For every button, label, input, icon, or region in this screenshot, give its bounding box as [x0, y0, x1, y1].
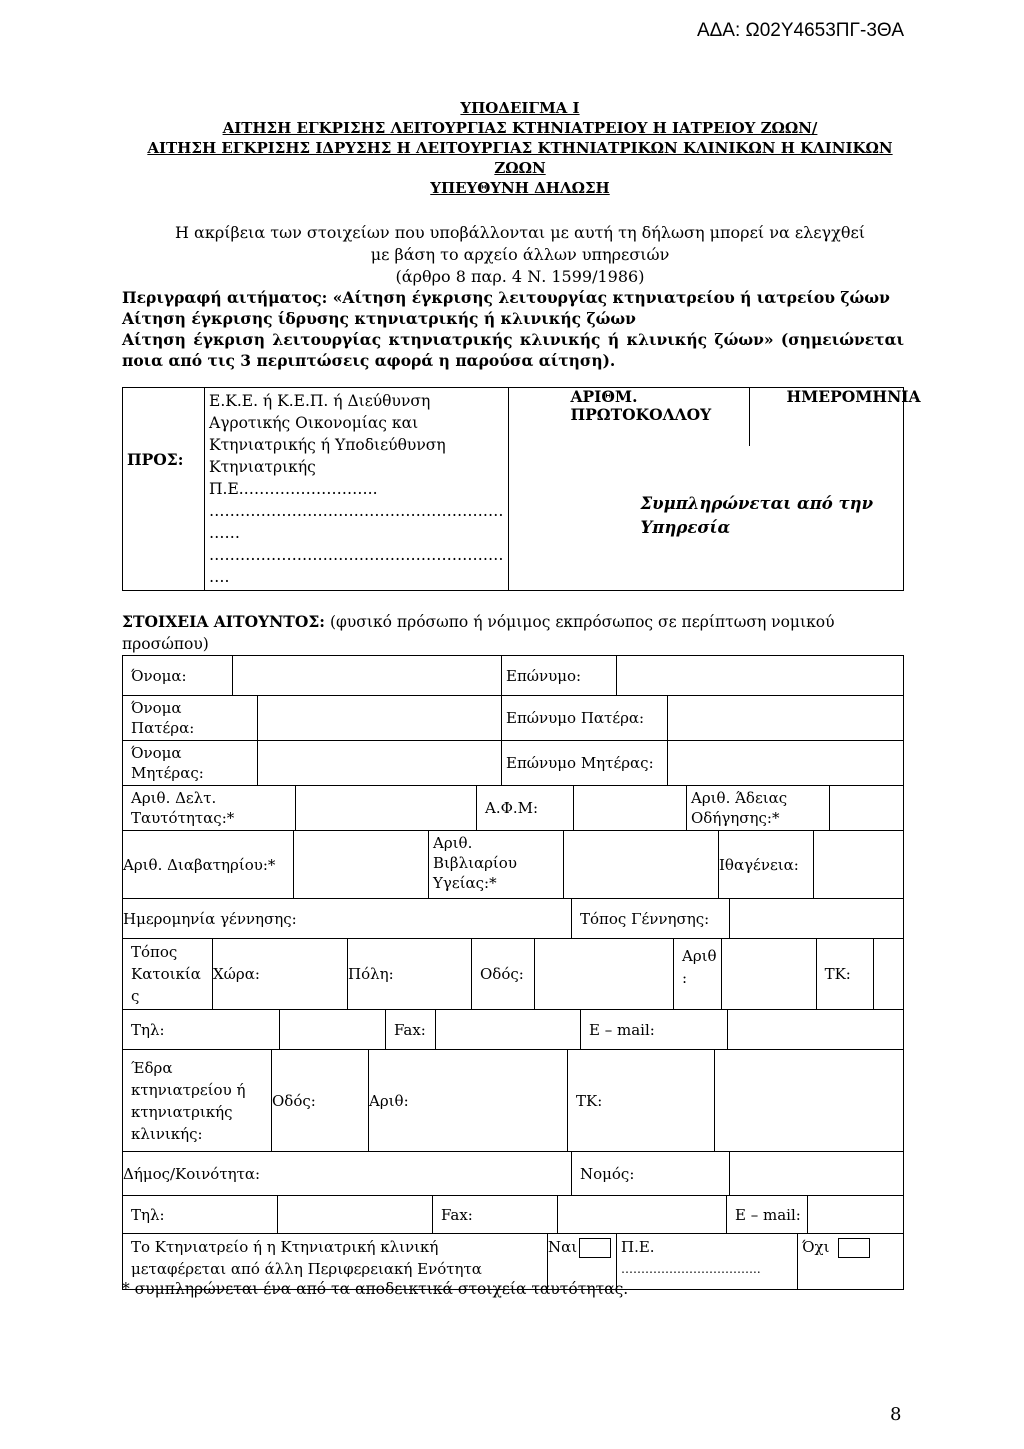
- tel-input[interactable]: [278, 1196, 433, 1234]
- form-row: [122, 1049, 904, 1152]
- prefecture-input[interactable]: [730, 1152, 904, 1196]
- fax-label: Fax:: [386, 1010, 436, 1050]
- title-line: ΥΠΟΔΕΙΓΜΑ Ι: [460, 99, 580, 117]
- country-field[interactable]: Χώρα:: [213, 939, 348, 1010]
- tel-label: Τηλ:: [123, 1196, 278, 1234]
- number-label: Αριθ :: [674, 939, 722, 1010]
- page-number: 8: [890, 1404, 902, 1425]
- title-line: ΑΙΤΗΣΗ ΕΓΚΡΙΣΗΣ ΛΕΙΤΟΥΡΓΙΑΣ ΚΤΗΝΙΑΤΡΕΙΟΥ Η ΙΑΤΡΕΙΟΥ ΖΩΩΝ/: [222, 119, 818, 137]
- title-line: ΑΙΤΗΣΗ ΕΓΚΡΙΣΗΣ ΙΔΡΥΣΗΣ Η ΛΕΙΤΟΥΡΓΙΑΣ ΚΤΗΝΙΑΤΡΙΚΩΝ ΚΛΙΝΙΚΩΝ Η ΚΛΙΝΙΚΩΝ: [147, 139, 893, 157]
- seat-street-field[interactable]: Οδός:: [272, 1050, 369, 1152]
- fax-input[interactable]: [558, 1196, 727, 1234]
- transfer-question: Το Κτηνιατρείο ή η Κτηνιατρική κλινική μεταφέρεται από άλλη Περιφερειακή Ενότητα: [123, 1234, 548, 1290]
- no-checkbox[interactable]: [838, 1238, 870, 1258]
- mother-name-input[interactable]: [258, 741, 502, 786]
- form-row: [122, 655, 904, 696]
- father-name-label: Όνομα Πατέρα:: [123, 696, 258, 741]
- mother-surname-input[interactable]: [668, 741, 904, 786]
- id-card-input[interactable]: [296, 786, 477, 831]
- email-label: Ε – mail:: [581, 1010, 728, 1050]
- seat-tk-label: ΤΚ:: [568, 1050, 715, 1152]
- number-input[interactable]: [721, 939, 816, 1010]
- form-row: [122, 740, 904, 786]
- father-surname-label: Επώνυμο Πατέρα:: [502, 696, 668, 741]
- clinic-seat-label: Έδρα κτηνιατρείου ή κτηνιατρικής κλινικής:: [123, 1050, 272, 1152]
- fax-input[interactable]: [436, 1010, 581, 1050]
- description-line: ποια από τις 3 περιπτώσεις αφορά η παρούσα αίτηση).: [122, 351, 616, 370]
- recipient-cell[interactable]: Ε.Κ.Ε. ή Κ.Ε.Π. ή Διεύθυνση Αγροτικής Οικονομίας και Κτηνιατρικής ή Υποδιεύθυνση Κτηνιατρικής Π.Ε.…………………….. ………………………………………………… …… ………………………………………………… ….: [205, 388, 509, 591]
- city-field[interactable]: Πόλη:: [348, 939, 472, 1010]
- intro-line: (άρθρο 8 παρ. 4 Ν. 1599/1986): [395, 267, 645, 286]
- afm-input[interactable]: [574, 786, 687, 831]
- street-input[interactable]: [535, 939, 674, 1010]
- office-note: Συμπληρώνεται από την Υπηρεσία: [640, 494, 874, 537]
- tk-input[interactable]: [873, 939, 903, 1010]
- applicant-heading: ΣΤΟΙΧΕΙΑ ΑΙΤΟΥΝΤΟΣ: (φυσικό πρόσωπο ή νόμιμος εκπρόσωπος σε περίπτωση νομικού προσώπου): [122, 612, 835, 653]
- fax-label: Fax:: [433, 1196, 558, 1234]
- prefecture-label: Νομός:: [572, 1152, 730, 1196]
- driving-license-label: Αριθ. Άδειας Οδήγησης:*: [687, 786, 830, 831]
- form-row: [122, 898, 904, 939]
- yes-option[interactable]: Ναι: [548, 1234, 617, 1290]
- title-line: ΥΠΕΥΘΥΝΗ ΔΗΛΩΣΗ: [430, 179, 610, 197]
- municipality-label: Δήμος/Κοινότητα:: [123, 1152, 572, 1196]
- first-name-label: Όνομα:: [123, 656, 233, 696]
- email-input[interactable]: [808, 1196, 904, 1234]
- last-name-input[interactable]: [617, 656, 904, 696]
- yes-checkbox[interactable]: [579, 1238, 611, 1258]
- health-book-label: Αριθ. Βιβλιαρίου Υγείας:*: [429, 831, 564, 899]
- passport-label: Αριθ. Διαβατηρίου:*: [123, 831, 294, 899]
- no-option[interactable]: Όχι: [798, 1234, 904, 1290]
- pros-label: ΠΡΟΣ:: [123, 388, 205, 591]
- tk-label: ΤΚ:: [816, 939, 873, 1010]
- intro-text: [120, 222, 920, 288]
- father-name-input[interactable]: [258, 696, 502, 741]
- footnote: * συμπληρώνεται ένα από τα αποδεικτικά στοιχεία ταυτότητας.: [122, 1280, 629, 1298]
- birth-date-label: Ημερομηνία γέννησης:: [123, 899, 572, 939]
- tel-label: Τηλ:: [123, 1010, 280, 1050]
- form-row: [122, 1151, 904, 1196]
- document-ada-code: ΑΔΑ: Ω02Υ4653ΠΓ-3ΘΑ: [696, 20, 904, 41]
- father-surname-input[interactable]: [668, 696, 904, 741]
- recipient-table: [122, 387, 921, 591]
- form-row: [122, 1195, 904, 1234]
- intro-line: με βάση το αρχείο άλλων υπηρεσιών: [370, 245, 670, 264]
- office-use-cell: [508, 387, 921, 591]
- birth-place-label: Τόπος Γέννησης:: [572, 899, 730, 939]
- id-card-label: Αριθ. Δελτ. Ταυτότητας:*: [123, 786, 296, 831]
- last-name-label: Επώνυμο:: [502, 656, 617, 696]
- driving-license-input[interactable]: [830, 786, 904, 831]
- applicant-form: [122, 655, 904, 1290]
- form-row: [122, 1009, 904, 1050]
- email-label: Ε – mail:: [727, 1196, 808, 1234]
- pe-field[interactable]: Π.Ε. ……………………………..: [617, 1234, 798, 1290]
- email-input[interactable]: [728, 1010, 904, 1050]
- intro-line: Η ακρίβεια των στοιχείων που υποβάλλονται με αυτή τη δήλωση μπορεί να ελεγχθεί: [174, 223, 866, 242]
- form-titles: [130, 98, 910, 198]
- afm-label: Α.Φ.Μ:: [477, 786, 574, 831]
- description-line: Αίτηση έγκριση λειτουργίας κτηνιατρικής κλινικής ή κλινικής ζώων» (σημειώνεται: [122, 330, 904, 349]
- seat-number-field[interactable]: Αριθ:: [369, 1050, 568, 1152]
- seat-tk-input[interactable]: [715, 1050, 904, 1152]
- form-row: [122, 830, 904, 899]
- birth-place-input[interactable]: [730, 899, 904, 939]
- mother-name-label: Όνομα Μητέρας:: [123, 741, 258, 786]
- description-line: Περιγραφή αιτήματος: «Αίτηση έγκρισης λειτουργίας κτηνιατρείου ή ιατρείου ζώων: [122, 288, 890, 307]
- first-name-input[interactable]: [233, 656, 502, 696]
- nationality-label: Ιθαγένεια:: [719, 831, 814, 899]
- residence-label: Τόπος Κατοικία ς: [123, 939, 213, 1010]
- tel-input[interactable]: [280, 1010, 386, 1050]
- form-row: [122, 695, 904, 741]
- date-label: ΗΜΕΡΟΜΗΝΙΑ: [786, 387, 921, 406]
- form-row: [122, 785, 904, 831]
- form-row: [122, 938, 904, 1010]
- nationality-input[interactable]: [814, 831, 904, 899]
- street-label: Οδός:: [472, 939, 535, 1010]
- mother-surname-label: Επώνυμο Μητέρας:: [502, 741, 668, 786]
- description-line: Αίτηση έγκρισης ίδρυσης κτηνιατρικής ή κλινικής ζώων: [122, 309, 636, 328]
- title-line: ΖΩΩΝ: [494, 159, 546, 177]
- column-divider: [749, 388, 750, 446]
- health-book-input[interactable]: [564, 831, 719, 899]
- passport-input[interactable]: [294, 831, 429, 899]
- protocol-label: ΑΡΙΘΜ. ΠΡΩΤΟΚΟΛΛΟΥ: [570, 387, 712, 424]
- request-description: [122, 287, 904, 371]
